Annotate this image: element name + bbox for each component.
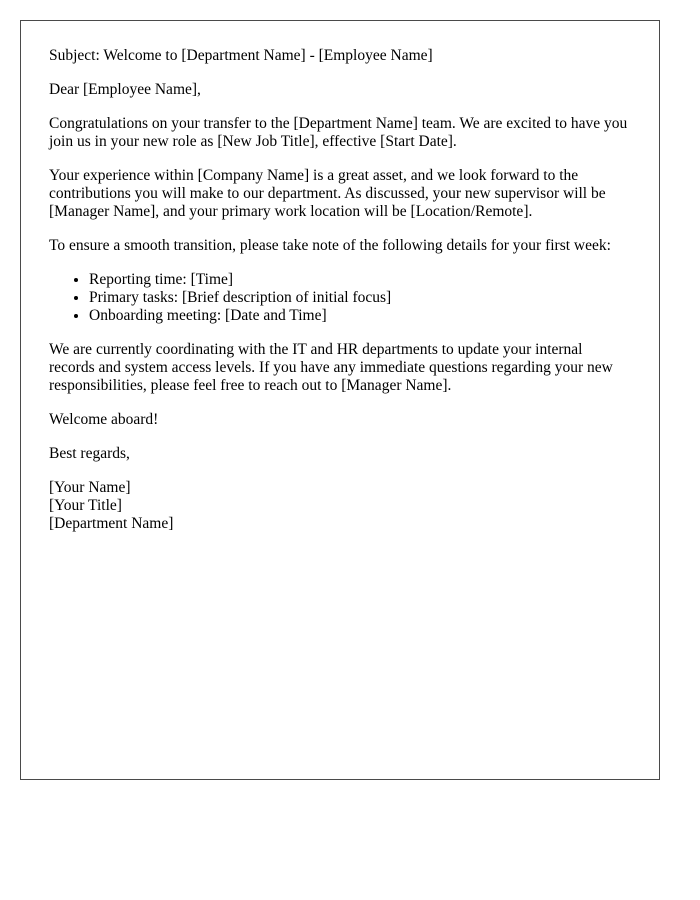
paragraph-experience: Your experience within [Company Name] is a great asset, and we look forward to the contributions you will make to our department. As discussed, your new supervisor will be [Manager Name], and your primary work location will be [Location/Remote]. (49, 167, 606, 220)
salutation: Dear [Employee Name], (49, 81, 201, 98)
signature-title: [Your Title] (49, 497, 122, 514)
first-week-details-list (49, 271, 631, 325)
paragraph-transition: To ensure a smooth transition, please take note of the following details for your first week: (49, 237, 611, 254)
list-item-reporting-time: • Reporting time: [Time] (89, 271, 631, 289)
welcome-line: Welcome aboard! (49, 411, 159, 428)
letter-frame (20, 20, 660, 780)
signature-department: [Department Name] (49, 515, 174, 532)
list-item-primary-tasks: • Primary tasks: [Brief description of initial focus] (89, 289, 631, 307)
closing-line: Best regards, (49, 445, 130, 462)
subject-line: Subject: Welcome to [Department Name] - [Employee Name] (49, 47, 433, 64)
signature-block (49, 479, 631, 533)
list-item-onboarding-meeting: • Onboarding meeting: [Date and Time] (89, 307, 631, 325)
paragraph-congratulations: Congratulations on your transfer to the [Department Name] team. We are excited to have you join us in your new role as [New Job Title], effective [Start Date]. (49, 115, 628, 150)
paragraph-coordination: We are currently coordinating with the IT and HR departments to update your internal records and system access levels. If you have any immediate questions regarding your new responsibilities, please feel free to reach out to [Manager Name]. (49, 341, 613, 394)
signature-name: [Your Name] (49, 479, 131, 496)
